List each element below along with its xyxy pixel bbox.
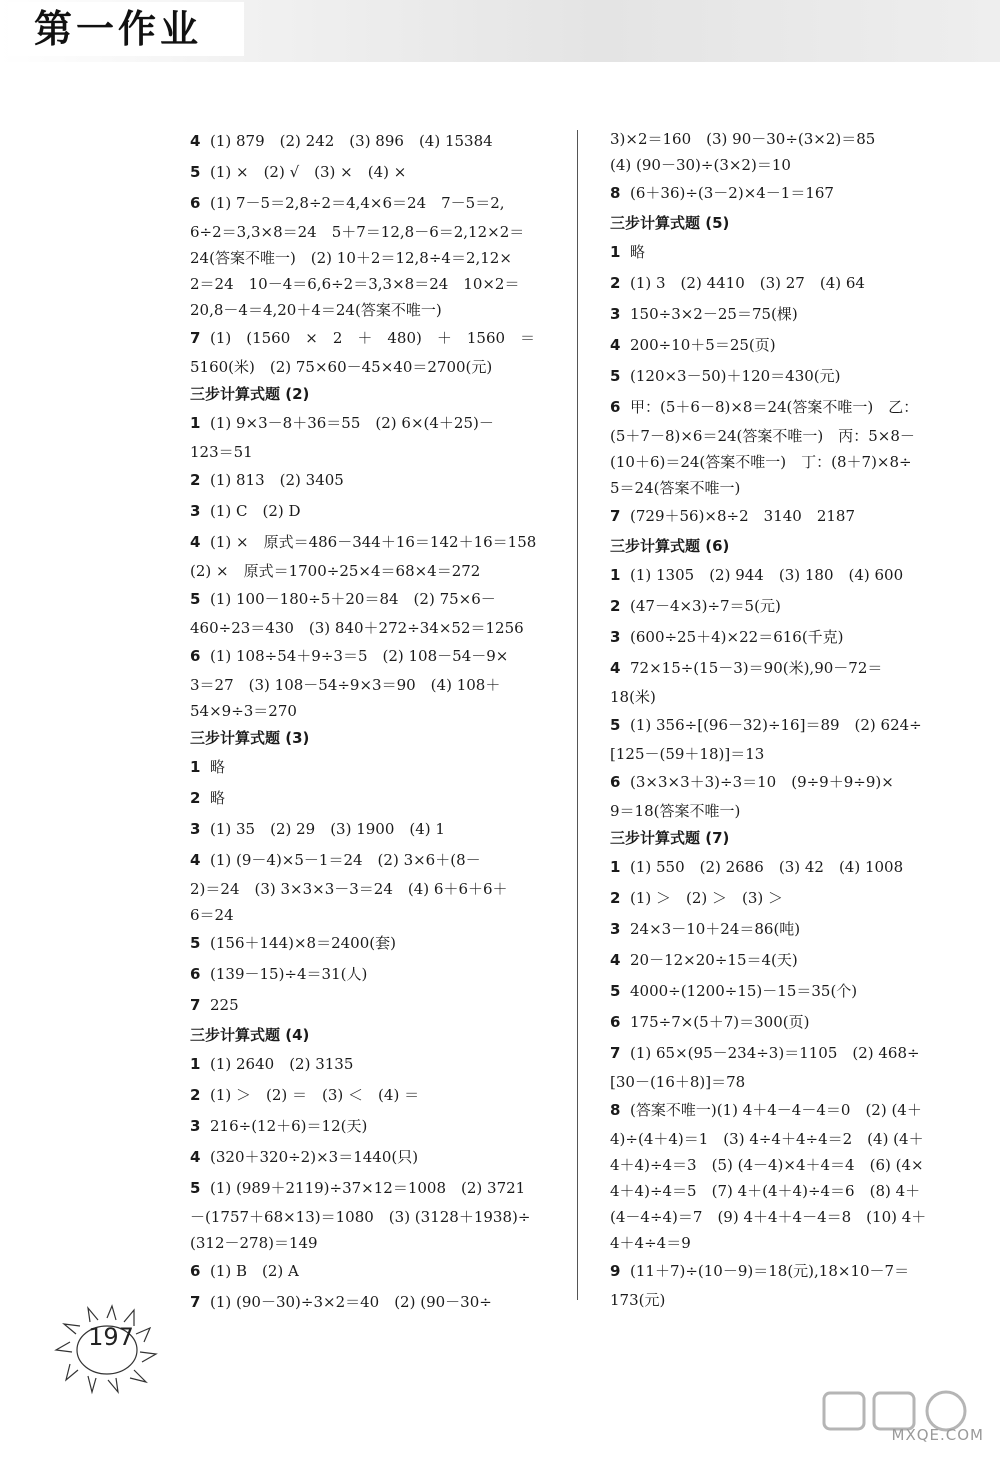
answer-text: 2＝24 10－4＝6,6÷2＝3,3×8＝24 10×2＝ [190, 275, 520, 293]
answer-item [190, 928, 560, 959]
answer-text: (1) ＞ (2) ＝ (3) ＜ (4) ＝ [210, 1086, 420, 1104]
answer-text: 24(答案不唯一) (2) 10＋2＝12,8÷4＝2,12× [190, 249, 512, 267]
answer-item [190, 845, 560, 876]
question-number: 4 [190, 533, 201, 551]
answer-line-continued [610, 1204, 970, 1230]
answer-text: (3×3×3＋3)÷3＝10 (9÷9＋9÷9)× [630, 773, 894, 791]
answer-text: 150÷3×2－25＝75(棵) [630, 305, 798, 323]
answer-item [610, 1007, 970, 1038]
answer-text: (600÷25＋4)×22＝616(千克) [630, 628, 844, 646]
answer-line-continued [610, 798, 970, 824]
answer-item [610, 392, 970, 423]
answer-text: 略 [210, 758, 226, 776]
answer-text: 4＋4)÷4＝5 (7) 4＋(4＋4)÷4＝6 (8) 4＋ [610, 1182, 921, 1200]
answer-item [190, 1287, 560, 1318]
answer-item [190, 1142, 560, 1173]
answer-text: [125－(59＋18)]＝13 [610, 745, 765, 763]
question-number: 2 [610, 597, 621, 615]
answer-line-continued [190, 1230, 560, 1256]
answer-line-continued [610, 1152, 970, 1178]
section-heading: 三步计算式题 (4) [190, 1026, 310, 1044]
question-number: 1 [610, 858, 621, 876]
answer-text: 略 [210, 789, 226, 807]
answer-text: (1) 813 (2) 3405 [210, 471, 344, 489]
question-number: 3 [610, 305, 621, 323]
answer-text: 216÷(12＋6)＝12(天) [210, 1117, 368, 1135]
question-number: 6 [190, 965, 201, 983]
answer-text: 5＝24(答案不唯一) [610, 479, 741, 497]
answer-line-continued [610, 449, 970, 475]
answer-text: 200÷10＋5＝25(页) [630, 336, 776, 354]
section-heading: 三步计算式题 (6) [610, 537, 730, 555]
answer-text: (729＋56)×8÷2 3140 2187 [630, 507, 855, 525]
answer-text: 2)＝24 (3) 3×3×3－3＝24 (4) 6＋6＋6＋ [190, 880, 508, 898]
answer-text: (2) × 原式＝1700÷25×4＝68×4＝272 [190, 562, 481, 580]
answer-line-continued [190, 615, 560, 641]
question-number: 1 [190, 758, 201, 776]
answer-text: (1) × 原式＝486－344＋16＝142＋16＝158 [210, 533, 537, 551]
answer-text: (312－278)＝149 [190, 1234, 318, 1252]
answer-text: 20,8－4＝4,20＋4＝24(答案不唯一) [190, 301, 442, 319]
answer-item [190, 157, 560, 188]
question-number: 5 [190, 934, 201, 952]
answer-item [190, 496, 560, 527]
answer-line-continued [190, 245, 560, 271]
answer-text: 5160(米) (2) 75×60－45×40＝2700(元) [190, 358, 493, 376]
answer-text: (10＋6)＝24(答案不唯一) 丁：(8＋7)×8÷ [610, 453, 912, 471]
answer-item [190, 1049, 560, 1080]
question-number: 5 [610, 982, 621, 1000]
answer-item [610, 560, 970, 591]
answer-line-continued [190, 672, 560, 698]
answer-text: 72×15÷(15－3)＝90(米),90－72＝ [630, 659, 883, 677]
question-number: 4 [610, 336, 621, 354]
watermark-site: MXQE.COM [891, 1426, 984, 1444]
question-number: 3 [610, 628, 621, 646]
answer-item [190, 783, 560, 814]
question-number: 4 [190, 851, 201, 869]
question-number: 2 [610, 274, 621, 292]
answer-item [190, 959, 560, 990]
answer-item [610, 361, 970, 392]
answer-text: (1) 9×3－8＋36＝55 (2) 6×(4＋25)－ [210, 414, 494, 432]
answer-text: (4) (90－30)÷(3×2)＝10 [610, 156, 791, 174]
answer-text: 18(米) [610, 688, 656, 706]
answer-line-continued [610, 741, 970, 767]
answer-item [610, 501, 970, 532]
answer-text: 24×3－10＋24＝86(吨) [630, 920, 801, 938]
answer-text: (47－4×3)÷7＝5(元) [630, 597, 781, 615]
answer-item [610, 710, 970, 741]
answer-item [190, 990, 560, 1021]
question-number: 6 [610, 773, 621, 791]
answer-item [190, 1111, 560, 1142]
answer-text: (5＋7－8)×6＝24(答案不唯一) 丙：5×8－ [610, 427, 915, 445]
answer-text: (答案不唯一)(1) 4＋4－4－4＝0 (2) (4＋ [630, 1101, 922, 1119]
answer-text: (1) (9－4)×5－1＝24 (2) 3×6＋(8－ [210, 851, 481, 869]
answer-item [610, 622, 970, 653]
answer-item [190, 814, 560, 845]
answer-line-continued [190, 271, 560, 297]
answer-item [190, 1173, 560, 1204]
answer-line-continued [610, 126, 970, 152]
answer-item [610, 268, 970, 299]
answer-text: 6÷2＝3,3×8＝24 5＋7＝12,8－6＝2,12×2＝ [190, 223, 525, 241]
answer-text: (1) C (2) D [210, 502, 301, 520]
answer-line-continued [610, 1230, 970, 1256]
answer-line-continued [610, 1126, 970, 1152]
answer-text: 3＝27 (3) 108－54÷9×3＝90 (4) 108＋ [190, 676, 501, 694]
answer-text: (156＋144)×8＝2400(套) [210, 934, 396, 952]
section-heading: 三步计算式题 (5) [610, 214, 730, 232]
answer-line-continued [610, 1069, 970, 1095]
answer-text: (1) B (2) A [210, 1262, 299, 1280]
answer-item [610, 914, 970, 945]
answer-item [190, 465, 560, 496]
answer-line-continued [610, 1287, 970, 1313]
answer-item [610, 1256, 970, 1287]
question-number: 3 [190, 502, 201, 520]
answer-line-continued [190, 558, 560, 584]
answer-text: 4)÷(4＋4)＝1 (3) 4÷4＋4÷4＝2 (4) (4＋ [610, 1130, 924, 1148]
answer-text: [30－(16＋8)]＝78 [610, 1073, 746, 1091]
answer-column-right [610, 126, 970, 1313]
answer-text: 54×9÷3＝270 [190, 702, 297, 720]
answer-line-continued [610, 475, 970, 501]
question-number: 2 [190, 789, 201, 807]
answer-item [190, 126, 560, 157]
question-number: 6 [190, 647, 201, 665]
answer-line-continued [190, 297, 560, 323]
answer-text: (1) 3 (2) 4410 (3) 27 (4) 64 [630, 274, 865, 292]
answer-item [610, 1095, 970, 1126]
answer-text: 甲：(5＋6－8)×8＝24(答案不唯一) 乙： [630, 398, 919, 416]
question-number: 6 [610, 398, 621, 416]
question-number: 6 [190, 1262, 201, 1280]
answer-text: (139－15)÷4＝31(人) [210, 965, 368, 983]
answer-line-continued [190, 439, 560, 465]
answer-text: (1) 2640 (2) 3135 [210, 1055, 354, 1073]
answer-item [610, 178, 970, 209]
question-number: 1 [190, 414, 201, 432]
answer-item [190, 752, 560, 783]
answer-text: 20－12×20÷15＝4(天) [630, 951, 798, 969]
page-header-title: 第一作业 [8, 2, 244, 56]
answer-item [610, 852, 970, 883]
answer-item [190, 527, 560, 558]
question-number: 7 [190, 329, 201, 347]
answer-text: (1) 35 (2) 29 (3) 1900 (4) 1 [210, 820, 445, 838]
question-number: 7 [190, 996, 201, 1014]
answer-column-left [190, 126, 560, 1318]
answer-line-continued [610, 152, 970, 178]
answer-item [190, 641, 560, 672]
answer-text: (11＋7)÷(10－9)＝18(元),18×10－7＝ [630, 1262, 910, 1280]
answer-text: (1) ＞ (2) ＞ (3) ＞ [630, 889, 784, 907]
question-number: 5 [190, 163, 201, 181]
question-number: 3 [610, 920, 621, 938]
question-number: 2 [610, 889, 621, 907]
answer-text: 3)×2＝160 (3) 90－30÷(3×2)＝85 [610, 130, 876, 148]
answer-item [190, 584, 560, 615]
answer-text: (1) 108÷54＋9÷3＝5 (2) 108－54－9× [210, 647, 509, 665]
question-number: 2 [190, 1086, 201, 1104]
answer-text: 4000÷(1200÷15)－15＝35(个) [630, 982, 858, 1000]
answer-text: (1) 879 (2) 242 (3) 896 (4) 15384 [210, 132, 493, 150]
answer-item [190, 188, 560, 219]
question-number: 5 [610, 367, 621, 385]
question-number: 8 [610, 184, 621, 202]
answer-text: (1) (1560 × 2 ＋ 480) ＋ 1560 ＝ [210, 329, 536, 347]
answer-text: (1) × (2) √ (3) × (4) × [210, 163, 407, 181]
answer-text: (1) 7－5＝2,8÷2＝4,4×6＝24 7－5＝2, [210, 194, 505, 212]
answer-text: (4－4÷4)＝7 (9) 4＋4＋4－4＝8 (10) 4＋ [610, 1208, 927, 1226]
answer-item [610, 299, 970, 330]
answer-text: (1) 1305 (2) 944 (3) 180 (4) 600 [630, 566, 904, 584]
question-number: 5 [190, 1179, 201, 1197]
answer-item [610, 237, 970, 268]
question-number: 5 [190, 590, 201, 608]
question-number: 1 [190, 1055, 201, 1073]
answer-line-continued [190, 354, 560, 380]
answer-item [610, 767, 970, 798]
answer-text: (1) (989＋2119)÷37×12＝1008 (2) 3721 [210, 1179, 526, 1197]
answer-text: 略 [630, 243, 646, 261]
answer-text: (1) (90－30)÷3×2＝40 (2) (90－30÷ [210, 1293, 492, 1311]
answer-text: 4＋4)÷4＝3 (5) (4－4)×4＋4＝4 (6) (4× [610, 1156, 924, 1174]
answer-line-continued [190, 1204, 560, 1230]
answer-line-continued [610, 1178, 970, 1204]
question-number: 7 [610, 507, 621, 525]
question-number: 4 [610, 951, 621, 969]
question-number: 6 [610, 1013, 621, 1031]
answer-line-continued [610, 423, 970, 449]
answer-text: (6＋36)÷(3－2)×4－1＝167 [630, 184, 834, 202]
question-number: 3 [190, 1117, 201, 1135]
answer-item [610, 1038, 970, 1069]
answer-text: 175÷7×(5＋7)＝300(页) [630, 1013, 810, 1031]
question-number: 2 [190, 471, 201, 489]
answer-text: (1) 550 (2) 2686 (3) 42 (4) 1008 [630, 858, 904, 876]
answer-text: 9＝18(答案不唯一) [610, 802, 741, 820]
question-number: 6 [190, 194, 201, 212]
section-heading: 三步计算式题 (3) [190, 729, 310, 747]
question-number: 5 [610, 716, 621, 734]
answer-text: (1) 356÷[(96－32)÷16]＝89 (2) 624÷ [630, 716, 922, 734]
answer-text: (1) 65×(95－234÷3)＝1105 (2) 468÷ [630, 1044, 920, 1062]
question-number: 7 [190, 1293, 201, 1311]
question-number: 7 [610, 1044, 621, 1062]
answer-text: (320＋320÷2)×3＝1440(只) [210, 1148, 419, 1166]
answer-line-continued [190, 876, 560, 902]
answer-item [610, 330, 970, 361]
answer-text: 123＝51 [190, 443, 253, 461]
question-number: 9 [610, 1262, 621, 1280]
answer-text: －(1757＋68×13)＝1080 (3) (3128＋1938)÷ [190, 1208, 531, 1226]
question-number: 1 [610, 566, 621, 584]
question-number: 8 [610, 1101, 621, 1119]
answer-item [610, 945, 970, 976]
answer-item [190, 408, 560, 439]
answer-line-continued [610, 684, 970, 710]
answer-item [190, 1080, 560, 1111]
answer-text: (1) 100－180÷5＋20＝84 (2) 75×6－ [210, 590, 496, 608]
column-divider [577, 130, 578, 1300]
question-number: 1 [610, 243, 621, 261]
answer-item [190, 1256, 560, 1287]
answer-line-continued [190, 698, 560, 724]
answer-text: 6＝24 [190, 906, 234, 924]
answer-text: 225 [210, 996, 239, 1014]
answer-line-continued [190, 902, 560, 928]
section-heading: 三步计算式题 (2) [190, 385, 310, 403]
answer-item [190, 323, 560, 354]
answer-item [610, 653, 970, 684]
answer-item [610, 976, 970, 1007]
answer-item [610, 591, 970, 622]
section-heading: 三步计算式题 (7) [610, 829, 730, 847]
answer-text: 460÷23＝430 (3) 840＋272÷34×52＝1256 [190, 619, 524, 637]
question-number: 4 [190, 1148, 201, 1166]
answer-item [610, 883, 970, 914]
answer-text: 173(元) [610, 1291, 666, 1309]
answer-text: (120×3－50)＋120＝430(元) [630, 367, 841, 385]
question-number: 4 [610, 659, 621, 677]
answer-text: 4＋4÷4＝9 [610, 1234, 691, 1252]
answer-line-continued [190, 219, 560, 245]
question-number: 4 [190, 132, 201, 150]
question-number: 3 [190, 820, 201, 838]
page-number: 197 [88, 1323, 134, 1351]
